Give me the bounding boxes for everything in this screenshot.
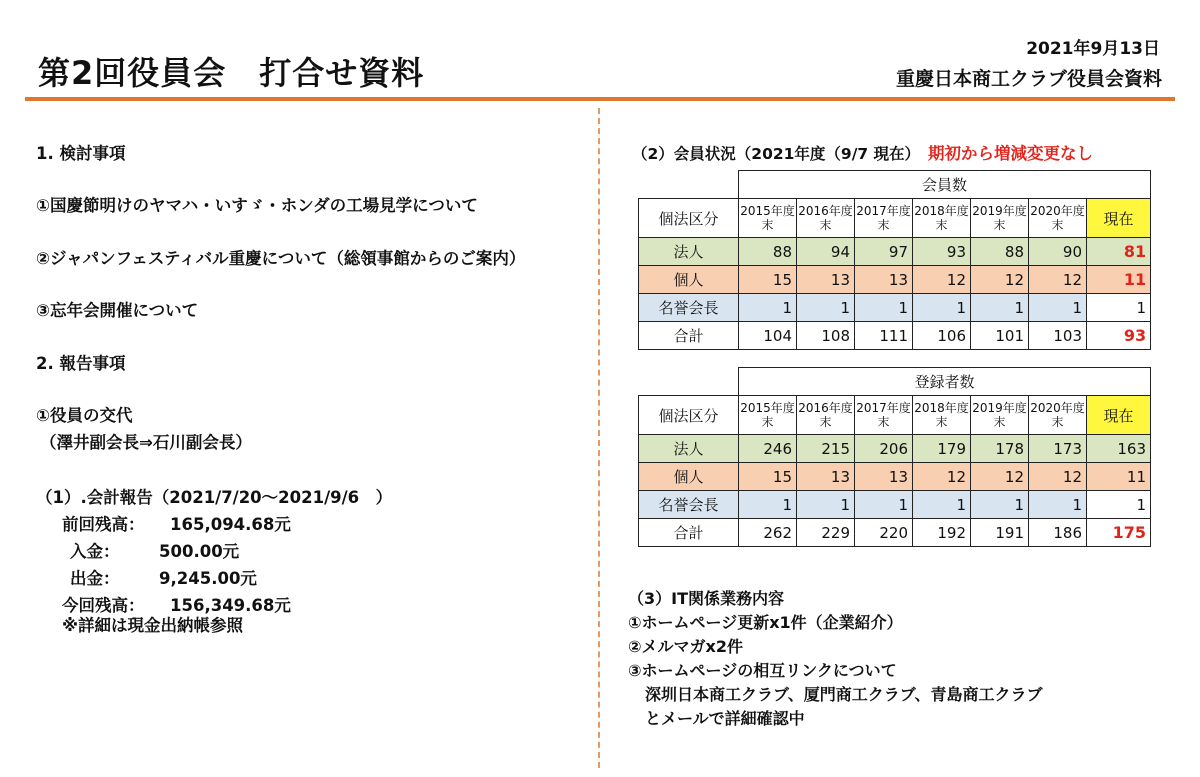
column-header: 2017年度末 [855,199,913,238]
column-header: 2018年度末 [913,199,971,238]
table-row [639,435,1151,463]
cell: 12 [913,463,971,491]
cell: 103 [1029,322,1087,350]
cell: 101 [971,322,1029,350]
cell: 1 [971,491,1029,519]
now-cell: 93 [1087,322,1151,350]
expense-value: 9,245.00元 [159,569,257,588]
cell: 192 [913,519,971,547]
organization-name: 重慶日本商工クラブ役員会資料 [895,68,1162,90]
cell: 246 [739,435,797,463]
category-header: 個法区分 [639,396,739,435]
cell: 106 [913,322,971,350]
column-header: 2015年度末 [739,396,797,435]
it-heading: （3）IT関係業務内容 [628,589,785,608]
cell: 215 [797,435,855,463]
table-corner [639,171,739,199]
cell: 111 [855,322,913,350]
cell: 12 [1029,266,1087,294]
table-row [639,294,1151,322]
members-table [638,170,1151,350]
page-title: 第2回役員会 打合せ資料 [38,54,425,92]
document-date: 2021年9月13日 [1026,39,1160,59]
now-cell: 1 [1087,294,1151,322]
row-label: 個人 [639,266,739,294]
cell: 12 [1029,463,1087,491]
cell: 1 [971,294,1029,322]
cell: 13 [797,463,855,491]
cell: 12 [913,266,971,294]
registrants-table [638,367,1151,547]
table-corner [639,368,739,396]
column-header: 2016年度末 [797,396,855,435]
table-row [639,463,1151,491]
table-row [639,519,1151,547]
cell: 93 [913,238,971,266]
cell: 262 [739,519,797,547]
expense-label: 出金： [70,569,120,588]
agenda-item-1: ①国慶節明けのヤマハ・いすゞ・ホンダの工場見学について [36,196,478,215]
column-header: 2020年度末 [1029,396,1087,435]
accounting-note: ※詳細は現金出納帳参照 [62,616,244,635]
now-cell: 11 [1087,463,1151,491]
it-item-3-line3: とメールで詳細確認中 [645,709,805,728]
header-divider [25,97,1175,101]
it-item-1: ①ホームページ更新x1件（企業紹介） [628,613,903,632]
row-label: 合計 [639,519,739,547]
members-group-header: 会員数 [739,171,1151,199]
column-header: 2018年度末 [913,396,971,435]
cell: 179 [913,435,971,463]
now-header: 現在 [1087,396,1151,435]
cell: 1 [913,491,971,519]
now-cell: 163 [1087,435,1151,463]
cell: 97 [855,238,913,266]
row-label: 名誉会長 [639,491,739,519]
cell: 1 [739,294,797,322]
row-label: 合計 [639,322,739,350]
agenda-item-3: ③忘年会開催について [36,301,199,320]
income-value: 500.00元 [159,542,240,561]
member-status-heading: （2）会員状況（2021年度（9/7 現在） [632,145,921,163]
cell: 1 [855,491,913,519]
it-item-3: ③ホームページの相互リンクについて [628,661,897,680]
cell: 13 [855,463,913,491]
cell: 1 [1029,294,1087,322]
now-header: 現在 [1087,199,1151,238]
officer-change-title: ①役員の交代 [36,406,133,425]
column-header: 2017年度末 [855,396,913,435]
cell: 1 [913,294,971,322]
cell: 15 [739,463,797,491]
table-row [639,322,1151,350]
cell: 1 [797,294,855,322]
cell: 108 [797,322,855,350]
section2-heading: 2. 報告事項 [36,354,126,373]
officer-change-detail: （澤井副会長⇒石川副会長） [40,433,252,452]
cell: 15 [739,266,797,294]
category-header: 個法区分 [639,199,739,238]
column-header: 2020年度末 [1029,199,1087,238]
income-label: 入金： [70,542,120,561]
accounting-title: （1）.会計報告（2021/7/20～2021/9/6 ） [36,488,393,507]
it-item-3-line2: 深圳日本商工クラブ、厦門商工クラブ、青島商工クラブ [645,685,1043,704]
cell: 1 [1029,491,1087,519]
cell: 104 [739,322,797,350]
table-row [639,491,1151,519]
cell: 206 [855,435,913,463]
cell: 186 [1029,519,1087,547]
table-row [639,266,1151,294]
column-divider [598,108,600,768]
column-header: 2016年度末 [797,199,855,238]
cell: 229 [797,519,855,547]
curr-balance-label: 今回残高： [62,596,145,615]
row-label: 個人 [639,463,739,491]
row-label: 法人 [639,435,739,463]
cell: 94 [797,238,855,266]
cell: 220 [855,519,913,547]
prev-balance-label: 前回残高： [62,515,145,534]
cell: 13 [797,266,855,294]
cell: 88 [971,238,1029,266]
column-header: 2015年度末 [739,199,797,238]
now-cell: 11 [1087,266,1151,294]
column-header: 2019年度末 [971,396,1029,435]
column-header: 2019年度末 [971,199,1029,238]
cell: 1 [797,491,855,519]
table-row [639,238,1151,266]
curr-balance-value: 156,349.68元 [170,596,291,615]
cell: 178 [971,435,1029,463]
members-header-row [639,199,1151,238]
now-cell: 1 [1087,491,1151,519]
registrants-header-row [639,396,1151,435]
prev-balance-value: 165,094.68元 [170,515,291,534]
cell: 88 [739,238,797,266]
registrants-group-header: 登録者数 [739,368,1151,396]
cell: 1 [855,294,913,322]
cell: 1 [739,491,797,519]
cell: 12 [971,266,1029,294]
now-cell: 175 [1087,519,1151,547]
cell: 12 [971,463,1029,491]
cell: 13 [855,266,913,294]
it-item-2: ②メルマガx2件 [628,637,744,656]
row-label: 名誉会長 [639,294,739,322]
cell: 191 [971,519,1029,547]
now-cell: 81 [1087,238,1151,266]
cell: 90 [1029,238,1087,266]
agenda-item-2: ②ジャパンフェスティバル重慶について（総領事館からのご案内） [36,249,526,268]
cell: 173 [1029,435,1087,463]
row-label: 法人 [639,238,739,266]
member-status-note: 期初から増減変更なし [928,144,1093,163]
section1-heading: 1. 検討事項 [36,144,126,163]
